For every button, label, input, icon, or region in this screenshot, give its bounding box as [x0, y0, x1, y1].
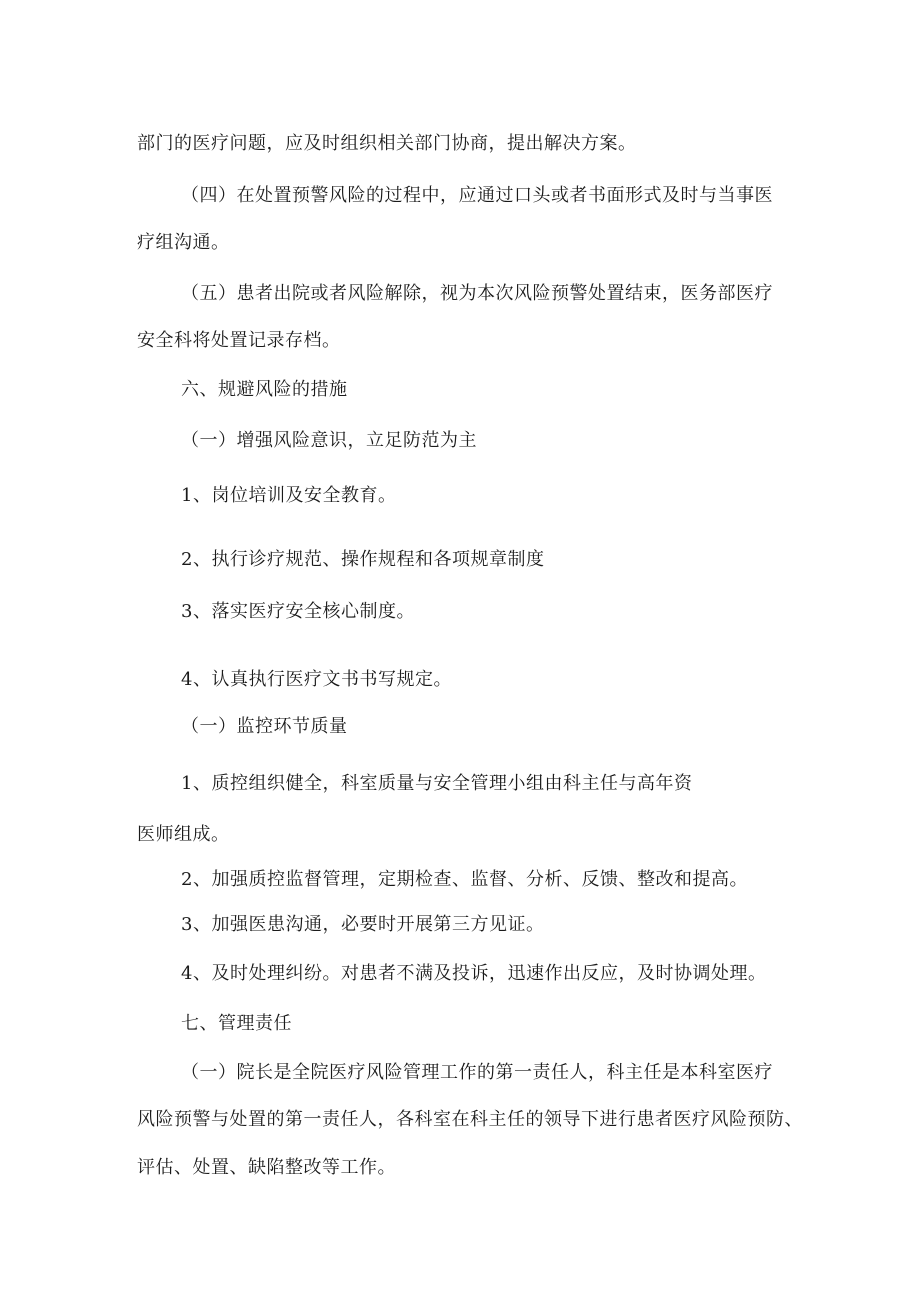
paragraph-line: （四）在处置预警风险的过程中，应通过口头或者书面形式及时与当事医 — [181, 185, 773, 206]
paragraph-line: 疗组沟通。 — [137, 232, 230, 253]
paragraph-line: （一）院长是全院医疗风险管理工作的第一责任人，科主任是本科室医疗 — [181, 1062, 773, 1083]
paragraph-line: 评估、处置、缺陷整改等工作。 — [137, 1157, 396, 1178]
paragraph-line: 医师组成。 — [137, 824, 230, 845]
list-item: 2、加强质控监督管理，定期检查、监督、分析、反馈、整改和提高。 — [181, 869, 748, 890]
paragraph-line: 部门的医疗问题，应及时组织相关部门协商，提出解决方案。 — [137, 133, 637, 154]
list-item: 2、执行诊疗规范、操作规程和各项规章制度 — [181, 549, 545, 570]
list-item: 3、加强医患沟通，必要时开展第三方见证。 — [181, 914, 545, 935]
subsection-heading: （一）监控环节质量 — [181, 716, 348, 737]
section-heading: 六、规避风险的措施 — [181, 379, 348, 400]
section-heading: 七、管理责任 — [181, 1013, 292, 1034]
paragraph-line: （五）患者出院或者风险解除，视为本次风险预警处置结束，医务部医疗 — [181, 283, 773, 304]
list-item: 4、认真执行医疗文书书写规定。 — [181, 669, 452, 690]
list-item: 3、落实医疗安全核心制度。 — [181, 601, 415, 622]
paragraph-line: 风险预警与处置的第一责任人，各科室在科主任的领导下进行患者医疗风险预防、 — [137, 1109, 803, 1130]
subsection-heading: （一）增强风险意识，立足防范为主 — [181, 430, 477, 451]
paragraph-line: 安全科将处置记录存档。 — [137, 330, 341, 351]
list-item: 1、岗位培训及安全教育。 — [181, 485, 397, 506]
list-item: 1、质控组织健全，科室质量与安全管理小组由科主任与高年资 — [181, 773, 693, 794]
list-item: 4、及时处理纠纷。对患者不满及投诉，迅速作出反应，及时协调处理。 — [181, 963, 767, 984]
